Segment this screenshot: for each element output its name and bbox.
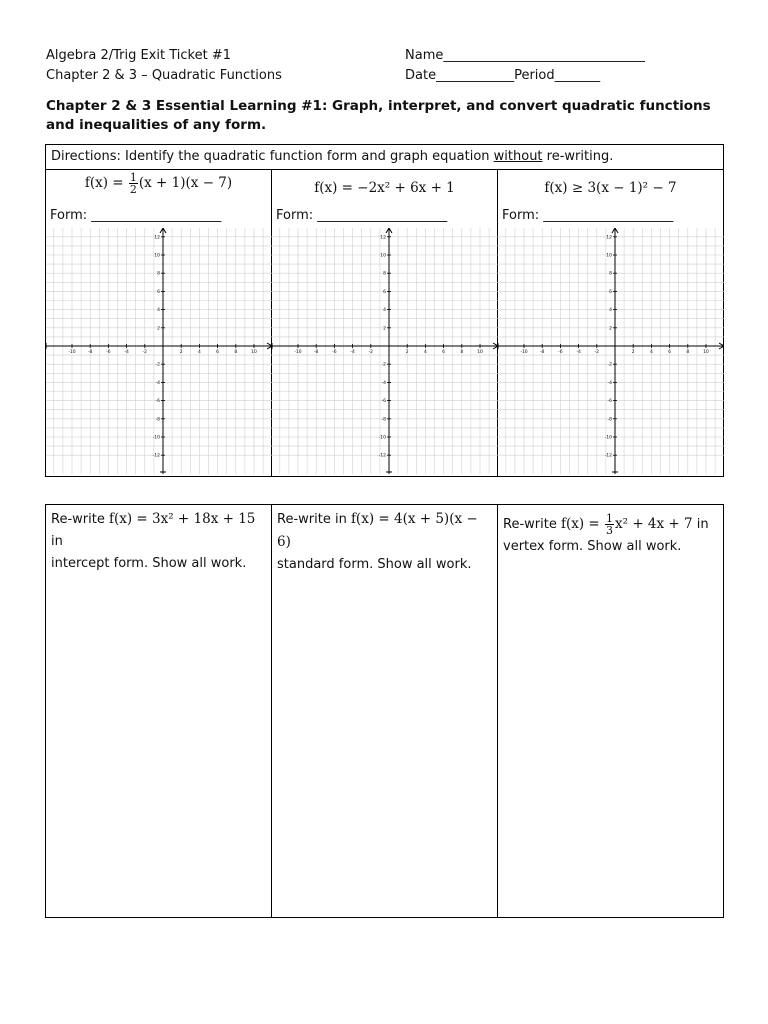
x-tick-label: -2 [368,350,374,355]
y-tick-label: 12 [154,235,160,241]
y-tick-label: -10 [378,435,386,441]
y-tick-label: -4 [381,380,386,386]
y-tick-label: 4 [383,308,386,314]
problem-2-cell[interactable] [272,170,498,477]
eq-right: (x + 1)(x − 7) [138,175,233,191]
course-title: Algebra 2/Trig Exit Ticket #1 [46,48,231,63]
x-tick-label: 2 [631,350,635,355]
date-period-field[interactable]: Date____________Period_______ [405,68,601,83]
numerator: 1 [606,512,614,525]
rewrite-3-pre: Re-write [503,517,561,532]
x-tick-label: 2 [405,350,409,355]
rewrite-1-equation: f(x) = 3x² + 18x + 15 [108,511,256,527]
rewrite-1-pre: Re-write [51,512,109,527]
rewrite-table [45,504,724,918]
x-tick-label: 4 [197,350,201,355]
rewrite-2-equation: f(x) = 4(x + 5)(x − 6) [277,511,478,550]
rewrite-2-cell[interactable] [272,505,498,918]
denominator: 2 [129,183,137,196]
y-tick-label: 6 [609,289,612,295]
y-tick-label: 8 [383,271,386,277]
x-tick-label: 6 [668,350,672,355]
rewrite-2-pre: Re-write in [277,512,351,527]
problem-2-form-line[interactable]: Form: ____________________ [276,208,448,223]
problem-2-equation: f(x) = −2x² + 6x + 1 [314,180,455,196]
x-tick-label: -4 [124,350,129,355]
y-tick-label: -8 [155,417,160,423]
problem-1-cell[interactable] [46,170,272,477]
y-tick-label: -12 [152,453,160,459]
rewrite-1-cell[interactable] [46,505,272,918]
rewrite-3-eq-left: f(x) = [560,516,605,532]
x-tick-label: -10 [520,350,528,355]
x-tick-label: -4 [350,350,355,355]
y-tick-label: -12 [378,453,386,459]
rewrite-1-instruction: intercept form. Show all work. [51,556,247,571]
fraction [129,172,138,195]
problem-3-cell[interactable] [498,170,724,477]
x-tick-label: 8 [460,350,464,355]
x-tick-label: 6 [442,350,446,355]
x-tick-label: 10 [703,350,709,355]
problem-3-equation: f(x) ≥ 3(x − 1)² − 7 [544,180,677,196]
name-field[interactable]: Name_______________________________ [405,48,645,63]
x-tick-label: 6 [216,350,220,355]
y-tick-label: -2 [155,362,160,368]
fraction [605,513,614,536]
x-tick-label: -2 [142,350,148,355]
x-tick-label: -10 [68,350,76,355]
rewrite-1-post: in [51,534,63,549]
denominator: 3 [606,524,614,537]
rewrite-3-eq-right: x² + 4x + 7 [615,516,693,532]
x-tick-label: -2 [594,350,600,355]
x-tick-label: -6 [332,350,337,355]
directions [46,145,724,170]
coordinate-grid-1[interactable] [46,228,272,474]
y-tick-label: 10 [154,253,160,259]
directions-prefix: Directions: Identify the quadratic function form and graph equation [51,149,494,164]
y-tick-label: -8 [381,417,386,423]
x-tick-label: 8 [686,350,690,355]
x-tick-label: 10 [477,350,483,355]
y-tick-label: 4 [609,308,612,314]
x-tick-label: -8 [313,350,319,355]
y-tick-label: 12 [380,235,386,241]
rewrite-3-cell[interactable] [498,505,724,918]
y-tick-label: -12 [604,453,612,459]
y-tick-label: -4 [607,380,612,386]
y-tick-label: 12 [606,235,612,241]
y-tick-label: 2 [383,326,386,332]
directions-suffix: re-writing. [542,149,614,164]
x-tick-label: 10 [251,350,257,355]
y-tick-label: 10 [606,253,612,259]
y-tick-label: 6 [383,289,386,295]
problem-3-form-line[interactable]: Form: ____________________ [502,208,674,223]
y-tick-label: 2 [157,326,160,332]
y-tick-label: -8 [607,417,612,423]
numerator: 1 [129,171,137,184]
graphing-table [45,144,724,477]
directions-underlined: without [493,149,543,164]
problem-1-form-line[interactable]: Form: ____________________ [50,208,222,223]
y-tick-label: 6 [157,289,160,295]
x-tick-label: -4 [576,350,581,355]
y-tick-label: 2 [609,326,612,332]
rewrite-3-equation [560,512,693,537]
y-tick-label: -2 [381,362,386,368]
y-tick-label: -4 [155,380,160,386]
rewrite-3-post: in [692,517,709,532]
x-tick-label: 4 [423,350,427,355]
rewrite-3-instruction: vertex form. Show all work. [503,539,682,554]
y-tick-label: -6 [381,399,386,405]
x-tick-label: -10 [294,350,302,355]
chapter-title: Chapter 2 & 3 – Quadratic Functions [46,68,282,83]
coordinate-grid-2[interactable] [272,228,498,474]
x-tick-label: -6 [106,350,111,355]
x-tick-label: 4 [649,350,653,355]
essential-learning-title: Chapter 2 & 3 Essential Learning #1: Graph, interpret, and convert quadratic functions and inequalities of any form. [46,98,711,133]
y-tick-label: -10 [152,435,160,441]
x-tick-label: -6 [558,350,563,355]
y-tick-label: 8 [157,271,160,277]
y-tick-label: -2 [607,362,612,368]
y-tick-label: -10 [604,435,612,441]
y-tick-label: -6 [607,399,612,405]
y-tick-label: 10 [380,253,386,259]
y-tick-label: 4 [157,308,160,314]
x-tick-label: -8 [539,350,545,355]
y-tick-label: 8 [609,271,612,277]
x-tick-label: 8 [234,350,238,355]
coordinate-grid-3[interactable] [498,228,724,474]
x-tick-label: -8 [87,350,93,355]
eq-left: f(x) = [84,175,128,191]
y-tick-label: -6 [155,399,160,405]
rewrite-2-instruction: standard form. Show all work. [277,557,472,572]
problem-1-equation [46,170,271,206]
x-tick-label: 2 [179,350,183,355]
